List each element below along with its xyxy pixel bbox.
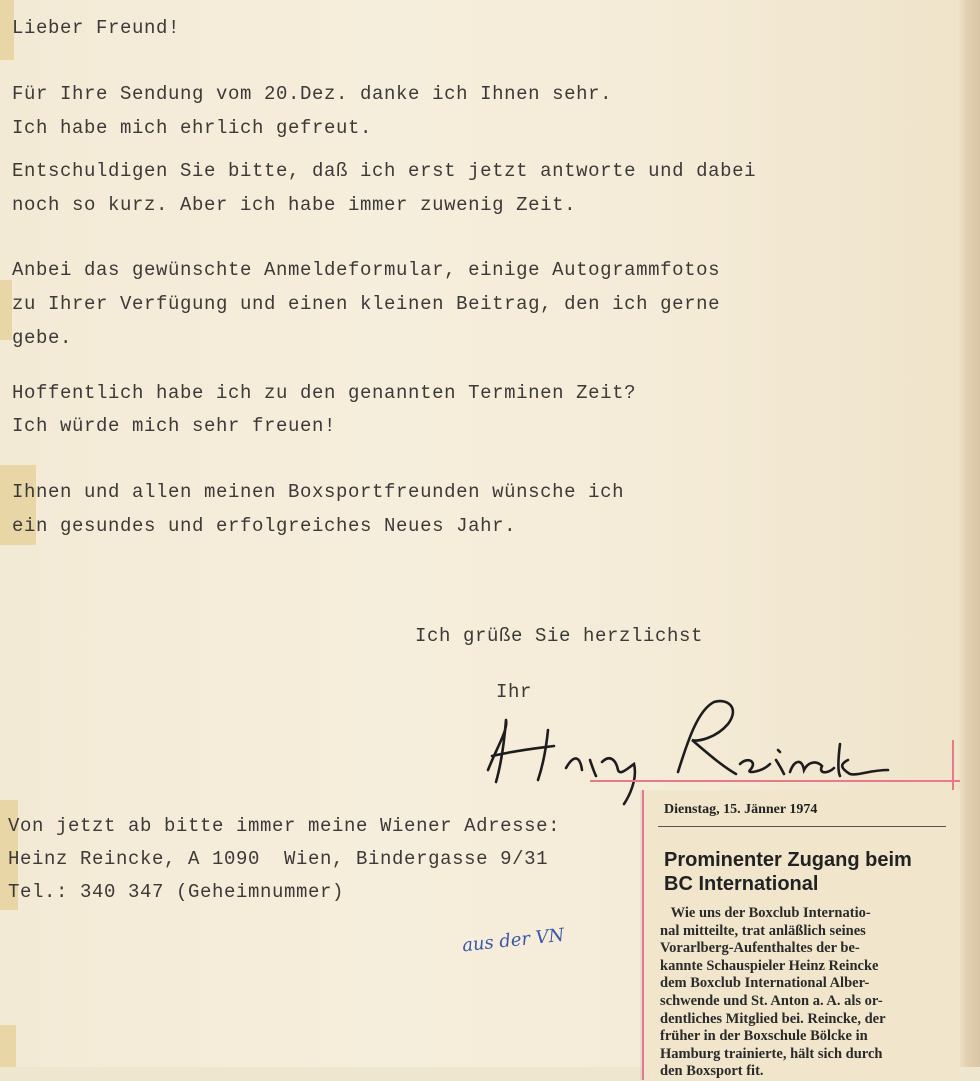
letter-line: zu Ihrer Verfügung und einen kleinen Beitrag, den ich gerne (12, 293, 721, 315)
salutation: Lieber Freund! (12, 17, 181, 39)
clipping-headline (664, 848, 954, 896)
newspaper-clipping (642, 790, 960, 1080)
letter-line: Ich habe mich ehrlich gefreut. (12, 117, 373, 139)
letter-line: noch so kurz. Aber ich habe immer zuwenig Zeit. (12, 194, 577, 216)
paper-edge (958, 0, 980, 1067)
clipping-line: Hamburg trainierte, hält sich durch (660, 1045, 883, 1062)
headline-line: BC International (664, 873, 819, 895)
address-line: Von jetzt ab bitte immer meine Wiener Adresse: (8, 815, 561, 837)
clipping-line: Vorarlberg-Aufenthaltes der be- (660, 940, 860, 957)
clipping-line: dentliches Mitglied bei. Reincke, der (660, 1010, 886, 1027)
letter-line: gebe. (12, 327, 73, 349)
tape-strip (0, 1025, 16, 1067)
ihr: Ihr (496, 681, 533, 703)
letter-line: Entschuldigen Sie bitte, daß ich erst jetzt antworte und dabei (12, 160, 757, 182)
headline-line: Prominenter Zugang beim (664, 849, 912, 871)
clipping-line: dem Boxclub International Alber- (660, 975, 870, 992)
clipping-date: Dienstag, 15. Jänner 1974 (664, 802, 818, 817)
clipping-divider (658, 826, 946, 827)
clipping-line: früher in der Boxschule Bölcke in (660, 1028, 868, 1045)
handwritten-note: aus der VN (461, 924, 566, 957)
letter-line: Hoffentlich habe ich zu den genannten Terminen Zeit? (12, 382, 637, 404)
closing: Ich grüße Sie herzlichst (415, 625, 704, 647)
letter-line: Für Ihre Sendung vom 20.Dez. danke ich Ihnen sehr. (12, 83, 613, 105)
clipping-line: kannte Schauspieler Heinz Reincke (660, 957, 879, 974)
letter-line: Ich würde mich sehr freuen! (12, 415, 337, 437)
address-line: Heinz Reincke, A 1090 Wien, Bindergasse 9/31 (8, 848, 549, 870)
clipping-outline (590, 780, 960, 782)
clipping-line: nal mitteilte, trat anläßlich seines (660, 922, 866, 939)
letter-line: Anbei das gewünschte Anmeldeformular, einige Autogrammfotos (12, 259, 721, 281)
letter-line: Ihnen und allen meinen Boxsportfreunden wünsche ich (12, 481, 625, 503)
tape-strip (0, 280, 12, 340)
clipping-line: den Boxsport fit. (660, 1063, 764, 1080)
clipping-line: schwende und St. Anton a. A. als or- (660, 992, 883, 1009)
clipping-body (660, 905, 952, 1081)
letter-line: ein gesundes und erfolgreiches Neues Jahr. (12, 515, 517, 537)
address-line: Tel.: 340 347 (Geheimnummer) (8, 881, 345, 903)
clipping-line: Wie uns der Boxclub Internatio- (660, 905, 871, 921)
